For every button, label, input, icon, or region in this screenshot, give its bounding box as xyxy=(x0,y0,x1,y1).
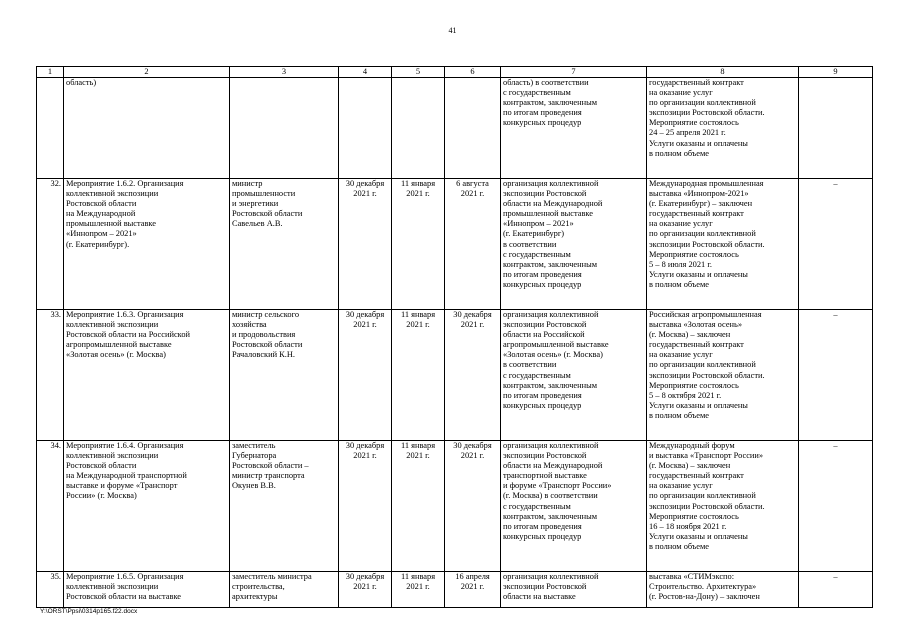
result-fact-cell: Российская агропромышленная выставка «Золотая осень» (г. Москва) – заключен государственный контракт на оказание услуг по организации коллективной экспозиции Ростовской области. Мероприятие состоялось 5 – 8 октября 2021 г. Услуги оказаны и оплачены в полном объеме xyxy=(647,310,799,441)
result-plan-cell: организация коллективной экспозиции Ростовской области на Международной промышленной выставке «Иннопром – 2021» (г. Екатеринбург) в соответствии с государственным контрактом, заключенным по итогам проведения конкурсных процедур xyxy=(501,179,647,310)
date-end-cell: 11 января 2021 г. xyxy=(392,310,445,441)
header-col-2: 2 xyxy=(64,67,230,78)
header-row xyxy=(37,67,873,78)
row-number xyxy=(37,78,64,179)
result-plan-cell: область) в соответствии с государственным контрактом, заключенным по итогам проведения конкурсных процедур xyxy=(501,78,647,179)
note-cell: – xyxy=(799,310,873,441)
date-start-cell xyxy=(339,78,392,179)
date-start-cell: 30 декабря 2021 г. xyxy=(339,572,392,608)
date-fact-cell: 6 августа 2021 г. xyxy=(445,179,501,310)
result-fact-cell: Международная промышленная выставка «Иннопром-2021» (г. Екатеринбург) – заключен государственный контракт на оказание услуг по организации коллективной экспозиции Ростовской области. Мероприятие состоялось 5 – 8 июля 2021 г. Услуги оказаны и оплачены в полном объеме xyxy=(647,179,799,310)
date-end-cell: 11 января 2021 г. xyxy=(392,441,445,572)
table-row xyxy=(37,78,873,179)
result-plan-cell: организация коллективной экспозиции Ростовской области на выставке xyxy=(501,572,647,608)
header-col-7: 7 xyxy=(501,67,647,78)
page-number: 41 xyxy=(448,26,457,35)
row-number: 35. xyxy=(37,572,64,608)
header-col-8: 8 xyxy=(647,67,799,78)
header-col-9: 9 xyxy=(799,67,873,78)
note-cell: – xyxy=(799,572,873,608)
date-fact-cell xyxy=(445,78,501,179)
report-table xyxy=(36,66,873,608)
row-number: 33. xyxy=(37,310,64,441)
result-fact-cell: государственный контракт на оказание услуг по организации коллективной экспозиции Ростовской области. Мероприятие состоялось 24 – 25 апреля 2021 г. Услуги оказаны и оплачены в полном объеме xyxy=(647,78,799,179)
result-plan-cell: организация коллективной экспозиции Ростовской области на Российской агропромышленной выставке «Золотая осень» (г. Москва) в соответствии с государственным контрактом, заключенным по итогам проведения конкурсных процедур xyxy=(501,310,647,441)
table-row xyxy=(37,441,873,572)
note-cell: – xyxy=(799,441,873,572)
date-start-cell: 30 декабря 2021 г. xyxy=(339,179,392,310)
header-col-6: 6 xyxy=(445,67,501,78)
note-cell: – xyxy=(799,179,873,310)
date-start-cell: 30 декабря 2021 г. xyxy=(339,441,392,572)
responsible-cell: министр промышленности и энергетики Ростовской области Савельев А.В. xyxy=(230,179,339,310)
result-fact-cell: Международный форум и выставка «Транспорт России» (г. Москва) – заключен государственный контракт на оказание услуг по организации коллективной экспозиции Ростовской области. Мероприятие состоялось 16 – 18 ноября 2021 г. Услуги оказаны и оплачены в полном объеме xyxy=(647,441,799,572)
result-fact-cell: выставка «СТИМэкспо: Строительство. Архитектура» (г. Ростов-на-Дону) – заключен xyxy=(647,572,799,608)
row-number: 34. xyxy=(37,441,64,572)
date-fact-cell: 30 декабря 2021 г. xyxy=(445,441,501,572)
table-row xyxy=(37,179,873,310)
result-plan-cell: организация коллективной экспозиции Ростовской области на Международной транспортной выставке и форуме «Транспорт России» (г. Москва) в соответствии с государственным контрактом, заключенным по итогам проведения конкурсных процедур xyxy=(501,441,647,572)
header-col-5: 5 xyxy=(392,67,445,78)
date-fact-cell: 16 апреля 2021 г. xyxy=(445,572,501,608)
footer-file-path: Y:\ORST\Ppsi\0314p165.f22.docx xyxy=(40,608,138,615)
row-number: 32. xyxy=(37,179,64,310)
note-cell xyxy=(799,78,873,179)
date-fact-cell: 30 декабря 2021 г. xyxy=(445,310,501,441)
table-row xyxy=(37,572,873,608)
event-cell: Мероприятие 1.6.3. Организация коллективной экспозиции Ростовской области на Российской агропромышленной выставке «Золотая осень» (г. Москва) xyxy=(64,310,230,441)
event-cell: Мероприятие 1.6.5. Организация коллективной экспозиции Ростовской области на выставке xyxy=(64,572,230,608)
date-start-cell: 30 декабря 2021 г. xyxy=(339,310,392,441)
header-col-3: 3 xyxy=(230,67,339,78)
event-cell: Мероприятие 1.6.2. Организация коллективной экспозиции Ростовской области на Международной промышленной выставке «Иннопром – 2021» (г. Екатеринбург). xyxy=(64,179,230,310)
responsible-cell: министр сельского хозяйства и продовольствия Ростовской области Рачаловский К.Н. xyxy=(230,310,339,441)
header-col-4: 4 xyxy=(339,67,392,78)
header-col-1: 1 xyxy=(37,67,64,78)
responsible-cell xyxy=(230,78,339,179)
table-row xyxy=(37,310,873,441)
responsible-cell: заместитель Губернатора Ростовской области – министр транспорта Окунев В.В. xyxy=(230,441,339,572)
event-cell: Мероприятие 1.6.4. Организация коллективной экспозиции Ростовской области на Международной транспортной выставке и форуме «Транспорт России» (г. Москва) xyxy=(64,441,230,572)
responsible-cell: заместитель министра строительства, архитектуры xyxy=(230,572,339,608)
date-end-cell xyxy=(392,78,445,179)
event-cell: область) xyxy=(64,78,230,179)
date-end-cell: 11 января 2021 г. xyxy=(392,179,445,310)
date-end-cell: 11 января 2021 г. xyxy=(392,572,445,608)
